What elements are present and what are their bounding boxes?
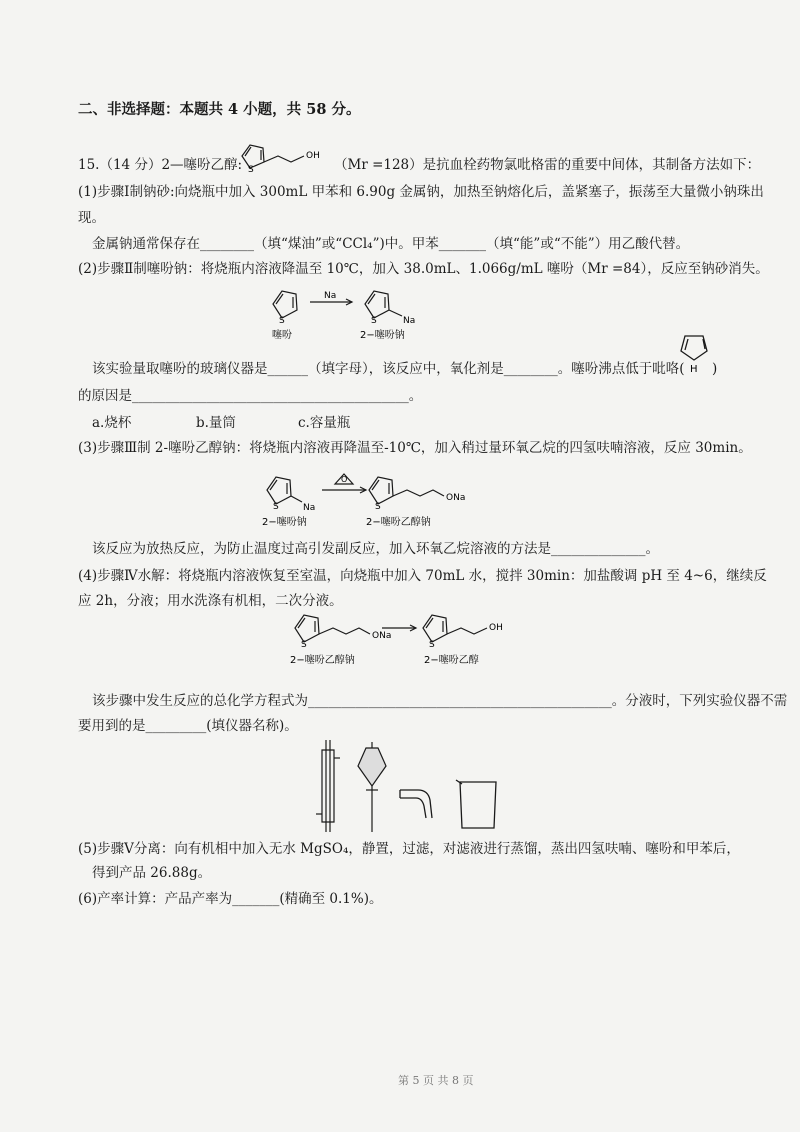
step3-line1: (3)步骤Ⅲ制 2-噻吩乙醇钠：将烧瓶内溶液再降温至-10℃，加入稍过量环氧乙烷的四氢呋喃溶液，反应 30min。 — [78, 440, 752, 456]
nh-label: H — [690, 364, 698, 375]
scheme-thiophene-to-sodium — [262, 282, 452, 344]
option-a: a.烧杯 — [92, 415, 132, 431]
sulfur-label: S — [371, 316, 377, 326]
sulfur-label: S — [429, 640, 435, 650]
sulfur-label: S — [301, 640, 307, 650]
step5-line1: (5)步骤Ⅴ分离：向有机相中加入无水 MgSO₄，静置，过滤，对滤液进行蒸馏，蒸出四氢呋喃、噻吩和甲苯后， — [78, 841, 740, 857]
step4-line1: (4)步骤Ⅳ水解：将烧瓶内溶液恢复至室温，向烧瓶中加入 70mL 水，搅拌 30min：加盐酸调 pH 至 4~6，继续反 — [78, 568, 767, 584]
step1-line2: 现。 — [78, 210, 105, 226]
sulfur-label: S — [273, 502, 279, 512]
thiophene-caption: 噻吩 — [272, 330, 292, 341]
step4-question1: 该步骤中发生反应的总化学方程式为_____________________________________________。分液时，下列实验仪器不需 — [92, 693, 788, 709]
sodium-thienylethoxide-caption: 2−噻吩乙醇钠 — [290, 655, 355, 666]
separatory-funnel-icon — [358, 742, 386, 832]
reagent-na-label: Na — [324, 291, 337, 301]
thienylethanol-caption: 2−噻吩乙醇 — [424, 655, 479, 666]
scheme-hydrolysis — [284, 608, 524, 668]
step2-question1b: ) — [712, 361, 718, 377]
pyrrole-structure — [672, 322, 716, 378]
step5-line2: 得到产品 26.88g。 — [92, 865, 212, 881]
step2-question1a: 该实验量取噻吩的玻璃仪器是______（填字母），该反应中，氧化剂是________。噻吩沸点低于吡咯( — [92, 361, 685, 377]
q15-intro-b: （Mr =128）是抗血栓药物氯吡格雷的重要中间体，其制备方法如下： — [334, 157, 761, 173]
hydroxyl-label: OH — [306, 151, 320, 161]
epoxide-oxygen-label: O — [341, 475, 348, 484]
section-heading: 二、非选择题：本题共 4 小题，共 58 分。 — [78, 101, 361, 118]
step3-question: 该反应为放热反应，为防止温度过高引发副反应，加入环氧乙烷溶液的方法是______________。 — [92, 541, 659, 557]
sodium-thiophene-caption: 2−噻吩钠 — [360, 330, 405, 341]
sodium-label: Na — [303, 503, 316, 513]
beaker-icon — [456, 780, 496, 828]
sulfur-label: S — [375, 502, 381, 512]
ona-label: ONa — [446, 493, 466, 503]
step4-question2: 要用到的是_________(填仪器名称)。 — [78, 718, 298, 734]
sodium-label: Na — [403, 316, 416, 326]
condenser-icon — [316, 740, 340, 832]
adapter-icon — [400, 790, 432, 818]
sodium-thienylethoxide-caption: 2−噻吩乙醇钠 — [366, 517, 431, 528]
sodium-thiophene-caption: 2−噻吩钠 — [262, 517, 307, 528]
hydroxyl-label: OH — [489, 623, 503, 633]
option-c: c.容量瓶 — [298, 415, 351, 431]
step1-line1: (1)步骤Ⅰ制钠砂:向烧瓶中加入 300mL 甲苯和 6.90g 金属钠，加热至钠熔化后，盖紧塞子，振荡至大量微小钠珠出 — [78, 184, 764, 200]
step4-line2: 应 2h，分液；用水洗涤有机相，二次分液。 — [78, 593, 343, 609]
step1-question: 金属钠通常保存在________（填“煤油”或“CCl₄”)中。甲苯_______（填“能”或“不能”）用乙酸代替。 — [92, 236, 690, 252]
ona-label: ONa — [372, 631, 392, 641]
sulfur-label: S — [279, 316, 285, 326]
q15-intro-a: 15.（14 分）2—噻吩乙醇: — [78, 157, 243, 173]
thienylethanol-structure-inline — [236, 138, 326, 176]
step2-line1: (2)步骤Ⅱ制噻吩钠：将烧瓶内溶液降温至 10℃，加入 38.0mL、1.066g/mL 噻吩（Mr =84），反应至钠砂消失。 — [78, 261, 769, 277]
step6: (6)产率计算：产品产率为_______(精确至 0.1%)。 — [78, 891, 383, 907]
step2-question2: 的原因是_________________________________________。 — [78, 388, 423, 404]
option-b: b.量筒 — [196, 415, 236, 431]
apparatus-figures — [300, 736, 520, 836]
scheme-epoxide-opening — [256, 466, 486, 530]
page-footer: 第 5 页 共 8 页 — [398, 1074, 474, 1087]
sulfur-label: S — [248, 165, 254, 175]
